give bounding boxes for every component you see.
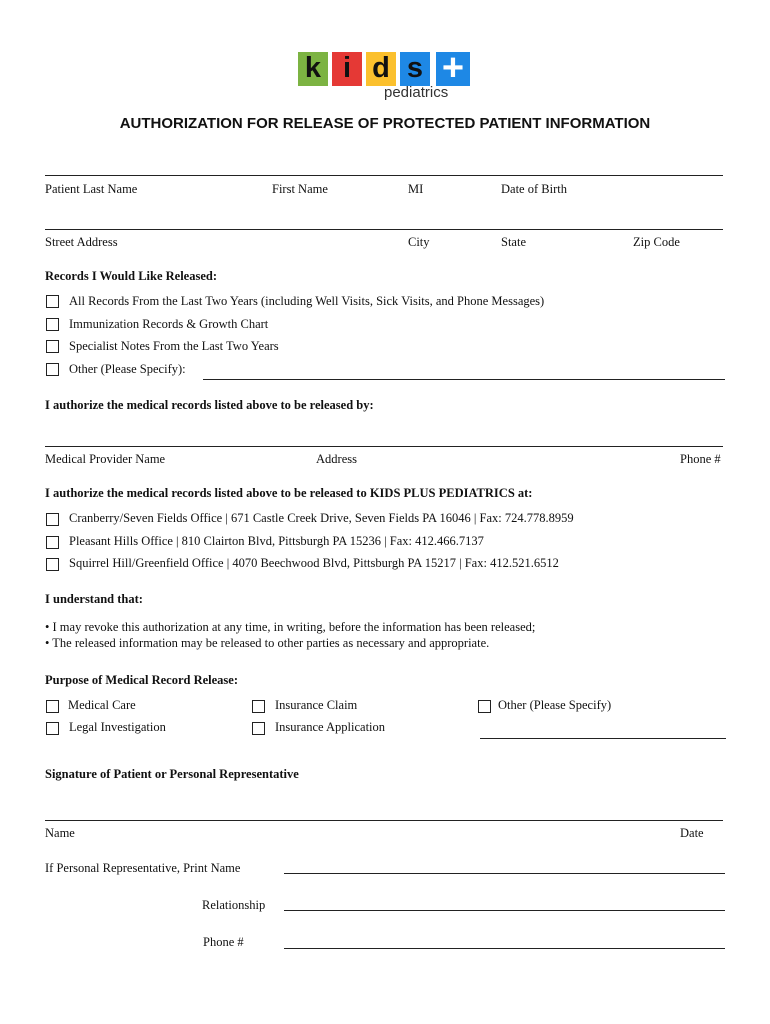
checkbox-purpose-other[interactable] [478,700,491,713]
records-heading: Records I Would Like Released: [45,269,217,283]
checkbox-squirrel-hill[interactable] [46,558,59,571]
checkbox-insurance-app[interactable] [252,722,265,735]
office-squirrel-hill: Squirrel Hill/Greenfield Office | 4070 Beechwood Blvd, Pittsburgh PA 15217 | Fax: 412.521.6512 [69,556,559,570]
bullet-released: • The released information may be released to other parties as necessary and appropriate. [45,636,490,650]
label-zip: Zip Code [633,235,680,249]
patient-name-line[interactable] [45,175,723,176]
purpose-insurance-app: Insurance Application [275,720,386,734]
checkbox-pleasant-hills[interactable] [46,536,59,549]
label-dob: Date of Birth [501,182,567,196]
checkbox-other-records[interactable] [46,363,59,376]
checkbox-insurance-claim[interactable] [252,700,265,713]
label-provider: Medical Provider Name [45,452,166,466]
checkbox-legal[interactable] [46,722,59,735]
relationship-line[interactable] [284,910,725,911]
option-other-records: Other (Please Specify): [69,362,186,376]
logo-plus-icon: + [436,52,470,86]
purpose-medical-care: Medical Care [68,698,136,712]
understand-heading: I understand that: [45,592,143,606]
label-rep-phone: Phone # [203,935,244,949]
office-pleasant-hills: Pleasant Hills Office | 810 Clairton Blvd, Pittsburgh PA 15236 | Fax: 412.466.7137 [69,534,484,548]
bullet-revoke: • I may revoke this authorization at any time, in writing, before the information has been released; [45,620,536,634]
label-rep-print: If Personal Representative, Print Name [45,861,241,875]
option-specialist: Specialist Notes From the Last Two Years [69,339,279,353]
label-mi: MI [408,182,424,196]
label-sig-name: Name [45,826,75,840]
signature-heading: Signature of Patient or Personal Representative [45,767,299,781]
logo-letter-s: s [400,52,430,86]
purpose-other-line[interactable] [480,738,726,739]
label-last-name: Patient Last Name [45,182,138,196]
label-street: Street Address [45,235,118,249]
page-title: AUTHORIZATION FOR RELEASE OF PROTECTED PATIENT INFORMATION [119,115,651,132]
office-cranberry: Cranberry/Seven Fields Office | 671 Castle Creek Drive, Seven Fields PA 16046 | Fax: 724.778.8959 [69,511,574,525]
rep-phone-line[interactable] [284,948,725,949]
purpose-heading: Purpose of Medical Record Release: [45,673,238,687]
label-sig-date: Date [680,826,704,840]
release-to-heading: I authorize the medical records listed above to be released to KIDS PLUS PEDIATRICS at: [45,486,533,500]
release-by-heading: I authorize the medical records listed above to be released by: [45,398,374,412]
checkbox-cranberry[interactable] [46,513,59,526]
address-line[interactable] [45,229,723,230]
other-records-line[interactable] [203,379,725,380]
label-city: City [408,235,430,249]
logo-letter-k: k [298,52,328,86]
provider-line[interactable] [45,446,723,447]
label-provider-address: Address [316,452,357,466]
option-all-records: All Records From the Last Two Years (including Well Visits, Sick Visits, and Phone Messages) [69,294,545,308]
logo-letter-d: d [366,52,396,86]
option-immunization: Immunization Records & Growth Chart [69,317,269,331]
checkbox-specialist[interactable] [46,340,59,353]
signature-line[interactable] [45,820,723,821]
label-relationship: Relationship [202,898,266,912]
logo-letter-i: i [332,52,362,86]
checkbox-immunization[interactable] [46,318,59,331]
label-state: State [501,235,526,249]
purpose-legal: Legal Investigation [69,720,166,734]
rep-print-line[interactable] [284,873,725,874]
label-first-name: First Name [272,182,328,196]
label-provider-phone: Phone # [680,452,721,466]
purpose-insurance-claim: Insurance Claim [275,698,358,712]
logo-subtitle: pediatrics [384,84,449,101]
purpose-other: Other (Please Specify) [498,698,612,712]
checkbox-medical-care[interactable] [46,700,59,713]
checkbox-all-records[interactable] [46,295,59,308]
